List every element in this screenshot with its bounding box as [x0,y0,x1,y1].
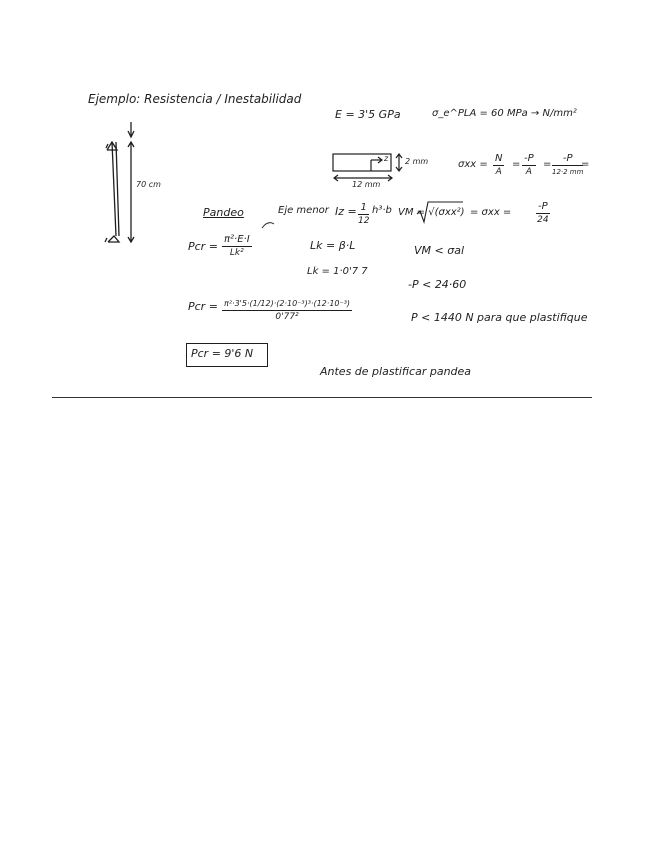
stress-f2-num: -P [524,153,534,164]
section-width-label: 12 mm [352,180,381,189]
pointer-arrow [262,223,274,228]
divider-line [52,397,592,398]
young-modulus: E = 3'5 GPa [335,108,401,121]
eje-menor-label: Eje menor [278,205,329,216]
stress-frac-3 [552,153,583,178]
stress-f1-den: A [495,167,502,177]
vm-eq: = σxx = [470,207,512,218]
inertia-frac [358,202,369,227]
stress-eq-3: = [581,159,590,170]
pandeo-heading: Pandeo [203,206,244,219]
lk-value: Lk = 1·0'7 7 [307,266,368,277]
stress-f1-num: N [495,153,503,164]
section-height-label: 2 mm [405,157,429,166]
section-drawing [333,154,402,181]
pcr-frac [222,234,252,259]
stress-lhs: σxx = [458,159,488,170]
pcr2-lhs: Pcr = [188,300,218,313]
vm-condition-1: VM < σal [414,244,464,257]
stress-eq-1: = [512,159,521,170]
vm-condition-2: -P < 24·60 [408,278,467,291]
stress-f3-num: -P [552,153,583,166]
section-axis-label: z [384,154,389,163]
pcr-den: Lk² [229,248,244,258]
inertia-den: 12 [358,216,370,226]
elastic-limit: σ_e^PLA = 60 MPa → N/mm² [432,108,577,119]
column-length-label: 70 cm [136,180,161,189]
stress-frac-2 [522,153,536,178]
pcr2-den: 0'77² [275,312,299,322]
pcr-num: π²·E·I [224,234,250,245]
pcr2-frac [222,298,352,323]
pcr2-num: π²·3'5·(1/12)·(2·10⁻³)³·(12·10⁻³) [222,298,352,311]
stress-f2-den: A [525,167,532,177]
vm-condition-3: P < 1440 N para que plastifique [411,311,588,324]
stress-f3-den: 12·2 mm [552,168,584,176]
inertia-rhs: h³·b [372,205,392,216]
stress-eq-2: = [543,159,552,170]
lk-formula: Lk = β·L [310,239,356,252]
vm-frac-num: -P [538,201,548,212]
vm-frac-den: 24 [537,215,549,225]
pcr-lhs: Pcr = [188,240,218,253]
page-title: Ejemplo: Resistencia / Inestabilidad [88,92,302,106]
inertia-lhs: Iz = [335,205,357,218]
inertia-num: 1 [358,202,369,215]
stress-frac-1 [493,153,504,178]
vm-lhs: VM = √(σxx²) [398,207,465,218]
vm-frac [536,201,550,226]
conclusion-text: Antes de plastificar pandea [320,365,472,378]
column-drawing [105,122,134,242]
pcr-result: Pcr = 9'6 N [191,347,254,360]
